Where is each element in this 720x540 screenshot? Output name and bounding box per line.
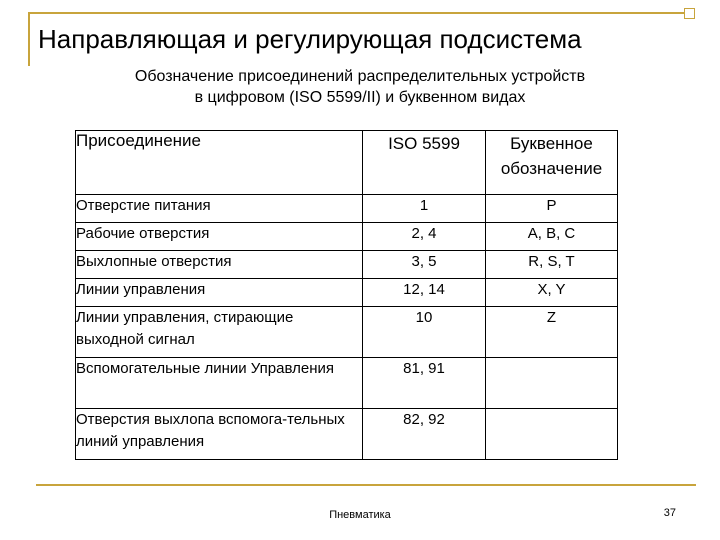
table-caption-line-1: Обозначение присоединений распределительных устройств <box>134 68 586 85</box>
cell-letter: X, Y <box>486 279 618 307</box>
cell-connection: Линии управления <box>76 279 363 307</box>
cell-connection: Выхлопные отверстия <box>76 251 363 279</box>
cell-iso: 12, 14 <box>363 279 486 307</box>
header-iso: ISO 5599 <box>363 131 486 195</box>
cell-iso: 1 <box>363 195 486 223</box>
cell-iso: 2, 4 <box>363 223 486 251</box>
table-row <box>76 251 618 279</box>
cell-letter: Z <box>486 307 618 358</box>
cell-letter: R, S, T <box>486 251 618 279</box>
header-letter: Буквенное обозначение <box>486 131 618 195</box>
corner-decor-square <box>684 8 695 19</box>
cell-connection: Вспомогательные линии Управления <box>76 358 363 409</box>
cell-letter <box>486 409 618 460</box>
cell-connection: Рабочие отверстия <box>76 223 363 251</box>
table-row <box>76 223 618 251</box>
table-row <box>76 195 618 223</box>
cell-iso: 3, 5 <box>363 251 486 279</box>
table-row <box>76 409 618 460</box>
table-row <box>76 358 618 409</box>
cell-connection: Отверстие питания <box>76 195 363 223</box>
left-decor-line <box>28 14 30 66</box>
cell-letter: A, B, C <box>486 223 618 251</box>
cell-letter <box>486 358 618 409</box>
footer-decor-line <box>36 484 696 486</box>
top-decor-line <box>28 12 694 14</box>
footer-label: Пневматика <box>329 509 391 521</box>
cell-iso: 10 <box>363 307 486 358</box>
connections-table <box>75 130 618 460</box>
table-caption-line-2: в цифровом (ISO 5599/II) и буквенном видах <box>194 89 526 106</box>
table-header-row <box>76 131 618 195</box>
slide-title: Направляющая и регулирующая подсистема <box>38 24 582 54</box>
cell-iso: 82, 92 <box>363 409 486 460</box>
header-connection: Присоединение <box>76 131 363 195</box>
cell-connection: Отверстия выхлопа вспомога-тельных линий управления <box>76 409 363 460</box>
table-row <box>76 307 618 358</box>
cell-letter: P <box>486 195 618 223</box>
cell-connection: Линии управления, стирающие выходной сигнал <box>76 307 363 358</box>
page-number: 37 <box>663 507 676 519</box>
table-row <box>76 279 618 307</box>
cell-iso: 81, 91 <box>363 358 486 409</box>
